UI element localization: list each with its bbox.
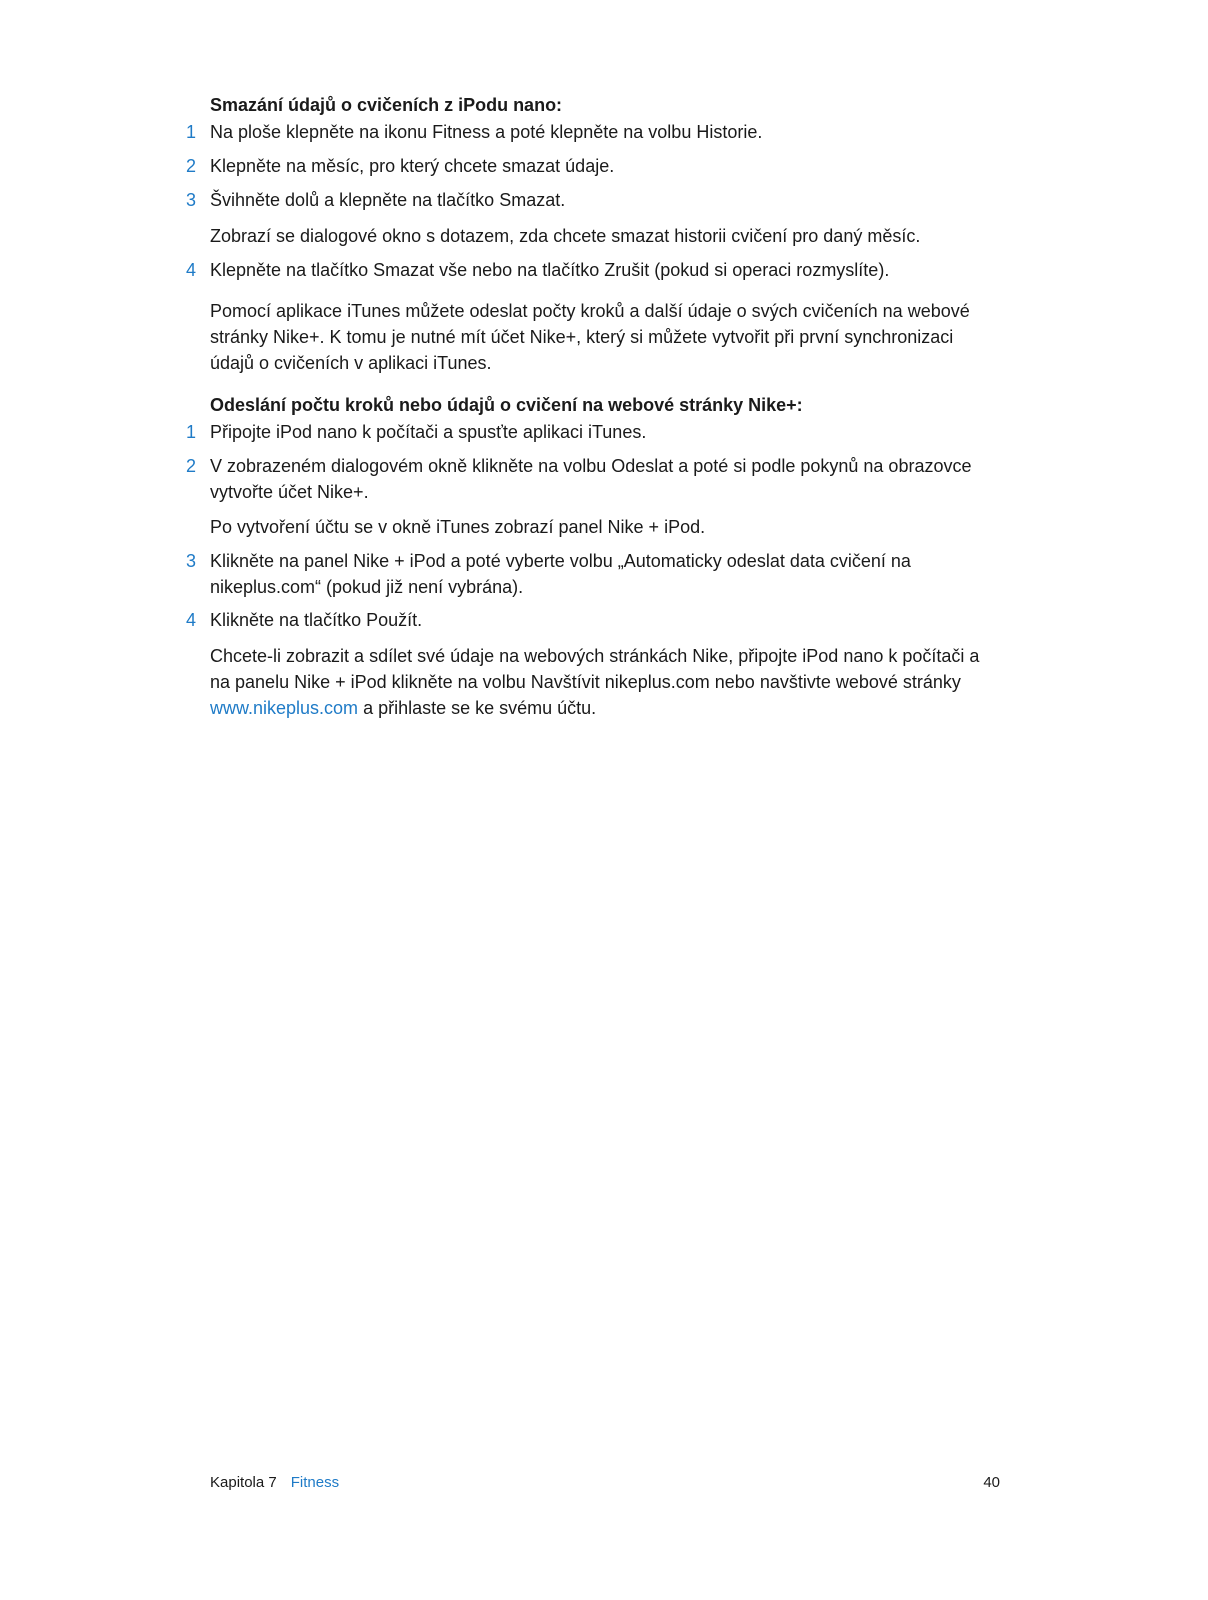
- step-text: Klepněte na tlačítko Smazat vše nebo na tlačítko Zrušit (pokud si operaci rozmyslíte).: [210, 260, 890, 280]
- nikeplus-link[interactable]: www.nikeplus.com: [210, 698, 359, 718]
- step-number: 3: [186, 551, 197, 571]
- step-number: 4: [186, 260, 197, 280]
- step-text: Klepněte na měsíc, pro který chcete smazat údaje.: [210, 156, 615, 176]
- footer-chapter-title: Fitness: [290, 1474, 340, 1491]
- closing-text-before-link: Chcete-li zobrazit a sdílet své údaje na webových stránkách Nike, připojte iPod nano k počítači a na panelu Nike + iPod klikněte na volbu Navštívit nikeplus.com nebo navštivte webové stránky: [210, 646, 980, 692]
- step-text: Připojte iPod nano k počítači a spusťte aplikaci iTunes.: [210, 422, 647, 442]
- step-note: Zobrazí se dialogové okno s dotazem, zda chcete smazat historii cvičení pro daný měsíc.: [210, 226, 921, 246]
- section-heading-upload: Odeslání počtu kroků nebo údajů o cvičení na webové stránky Nike+:: [210, 395, 803, 415]
- step-number: 2: [186, 456, 197, 476]
- closing-text-after-link: a přihlaste se ke svému účtu.: [358, 698, 597, 718]
- step-text: Na ploše klepněte na ikonu Fitness a poté klepněte na volbu Historie.: [210, 122, 763, 142]
- step-number: 3: [186, 190, 197, 210]
- page-footer: [210, 1473, 1000, 1493]
- section-heading-delete: Smazání údajů o cvičeních z iPodu nano:: [210, 95, 563, 115]
- step-note: Po vytvoření účtu se v okně iTunes zobrazí panel Nike + iPod.: [210, 517, 706, 537]
- step-text: Klikněte na panel Nike + iPod a poté vyberte volbu „Automaticky odeslat data cvičení na nikeplus.com“ (pokud již není vybrána).: [210, 551, 911, 597]
- footer-chapter: Kapitola 7: [210, 1474, 277, 1491]
- step-number: 1: [186, 422, 197, 442]
- intro-paragraph: Pomocí aplikace iTunes můžete odeslat počty kroků a další údaje o svých cvičeních na webové stránky Nike+. K tomu je nutné mít účet Nike+, který si můžete vytvořit při první synchronizaci údajů o cvičeních v aplikaci iTunes.: [210, 301, 970, 373]
- step-text: Klikněte na tlačítko Použít.: [210, 610, 423, 630]
- step-text: Švihněte dolů a klepněte na tlačítko Smazat.: [210, 190, 566, 210]
- step-number: 1: [186, 122, 197, 142]
- step-number: 4: [186, 610, 197, 630]
- step-number: 2: [186, 156, 197, 176]
- closing-paragraph: [210, 643, 1000, 721]
- step-text: V zobrazeném dialogovém okně klikněte na volbu Odeslat a poté si podle pokynů na obrazovce vytvořte účet Nike+.: [210, 456, 972, 502]
- page-number: 40: [983, 1474, 1000, 1491]
